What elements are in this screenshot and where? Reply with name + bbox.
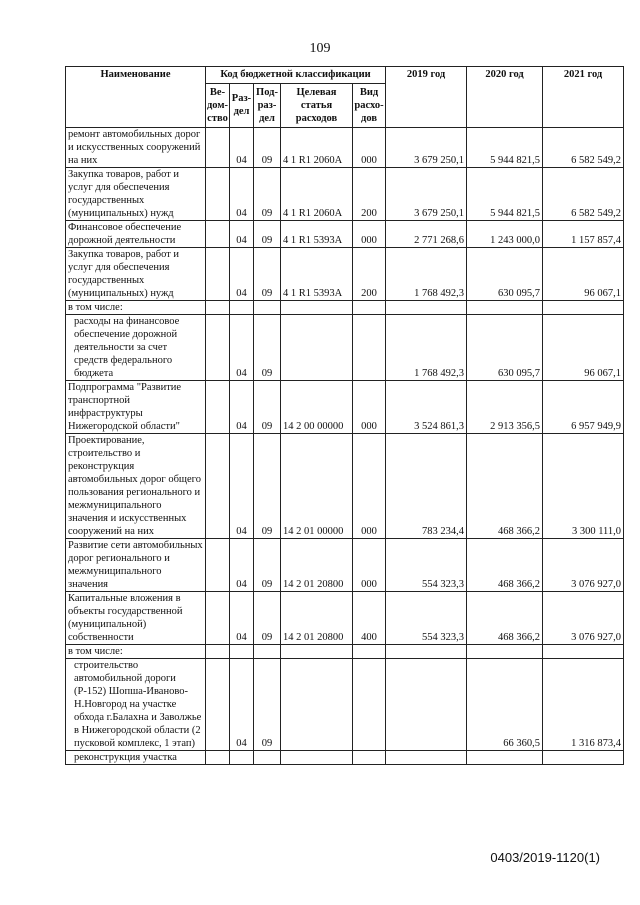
cell-2020: 66 360,5 <box>467 659 543 751</box>
header-department: Ве- дом- ство <box>206 84 230 128</box>
table-row <box>66 128 624 168</box>
cell-department <box>206 751 230 765</box>
cell-target: 14 2 00 00000 <box>281 381 353 434</box>
cell-2019: 3 679 250,1 <box>386 128 467 168</box>
cell-target: 4 1 R1 2060A <box>281 128 353 168</box>
cell-2020 <box>467 751 543 765</box>
header-year-2021: 2021 год <box>543 67 624 128</box>
cell-department <box>206 248 230 301</box>
cell-name: Развитие сети автомобильных дорог регионального и межмуниципального значения <box>66 539 206 592</box>
cell-2021: 3 076 927,0 <box>543 592 624 645</box>
cell-2020: 630 095,7 <box>467 315 543 381</box>
table-row <box>66 315 624 381</box>
table-row <box>66 592 624 645</box>
cell-2021: 6 582 549,2 <box>543 128 624 168</box>
cell-name: Закупка товаров, работ и услуг для обеспечения государственных (муниципальных) нужд <box>66 248 206 301</box>
cell-2019: 2 771 268,6 <box>386 221 467 248</box>
cell-2019 <box>386 301 467 315</box>
cell-section <box>230 645 254 659</box>
cell-department <box>206 434 230 539</box>
cell-name: в том числе: <box>66 301 206 315</box>
cell-section: 04 <box>230 659 254 751</box>
cell-2019: 554 323,3 <box>386 539 467 592</box>
cell-expense-type: 000 <box>353 434 386 539</box>
header-code-group: Код бюджетной классификации <box>206 67 386 84</box>
table-row <box>66 659 624 751</box>
cell-section: 04 <box>230 315 254 381</box>
cell-name: Подпрограмма "Развитие транспортной инфраструктуры Нижегородской области" <box>66 381 206 434</box>
table-row <box>66 645 624 659</box>
cell-department <box>206 128 230 168</box>
cell-name: расходы на финансовое обеспечение дорожной деятельности за счет средств федерального бюджета <box>66 315 206 381</box>
cell-department <box>206 659 230 751</box>
cell-subsection: 09 <box>254 381 281 434</box>
cell-expense-type: 000 <box>353 221 386 248</box>
cell-target <box>281 659 353 751</box>
cell-2020: 468 366,2 <box>467 592 543 645</box>
cell-target: 14 2 01 00000 <box>281 434 353 539</box>
cell-target: 4 1 R1 2060A <box>281 168 353 221</box>
cell-target: 4 1 R1 5393A <box>281 248 353 301</box>
cell-expense-type: 000 <box>353 381 386 434</box>
cell-subsection: 09 <box>254 592 281 645</box>
cell-subsection: 09 <box>254 221 281 248</box>
table-row <box>66 434 624 539</box>
cell-2019: 783 234,4 <box>386 434 467 539</box>
cell-department <box>206 315 230 381</box>
cell-expense-type: 400 <box>353 592 386 645</box>
cell-2021 <box>543 751 624 765</box>
cell-2019: 3 679 250,1 <box>386 168 467 221</box>
cell-2021: 1 316 873,4 <box>543 659 624 751</box>
table-row <box>66 168 624 221</box>
cell-section: 04 <box>230 381 254 434</box>
cell-target: 14 2 01 20800 <box>281 592 353 645</box>
cell-2019: 1 768 492,3 <box>386 248 467 301</box>
cell-expense-type <box>353 315 386 381</box>
cell-target <box>281 315 353 381</box>
cell-department <box>206 301 230 315</box>
cell-2020: 1 243 000,0 <box>467 221 543 248</box>
cell-target: 14 2 01 20800 <box>281 539 353 592</box>
cell-target <box>281 751 353 765</box>
cell-2019: 3 524 861,3 <box>386 381 467 434</box>
cell-expense-type: 000 <box>353 539 386 592</box>
cell-subsection <box>254 645 281 659</box>
cell-2020: 5 944 821,5 <box>467 168 543 221</box>
cell-subsection: 09 <box>254 315 281 381</box>
cell-expense-type: 000 <box>353 128 386 168</box>
cell-department <box>206 645 230 659</box>
cell-section: 04 <box>230 248 254 301</box>
cell-department <box>206 381 230 434</box>
table-row <box>66 221 624 248</box>
cell-2021: 1 157 857,4 <box>543 221 624 248</box>
table-body <box>66 128 624 765</box>
cell-name: Капитальные вложения в объекты государственной (муниципальной) собственности <box>66 592 206 645</box>
cell-section: 04 <box>230 592 254 645</box>
cell-subsection: 09 <box>254 539 281 592</box>
cell-expense-type: 200 <box>353 248 386 301</box>
cell-target <box>281 645 353 659</box>
cell-name: реконструкция участка <box>66 751 206 765</box>
cell-2020: 2 913 356,5 <box>467 381 543 434</box>
cell-name: строительство автомобильной дороги (Р-152) Шопша-Иваново-Н.Новгород на участке обхода г.Балахна и Заволжье в Нижегородской области (2 пусковой комплекс, 1 этап) <box>66 659 206 751</box>
cell-subsection: 09 <box>254 128 281 168</box>
header-name: Наименование <box>66 67 206 128</box>
header-target: Целевая статья расходов <box>281 84 353 128</box>
budget-table <box>65 66 624 765</box>
header-expense-type: Вид расхо- дов <box>353 84 386 128</box>
cell-section <box>230 301 254 315</box>
cell-2019: 1 768 492,3 <box>386 315 467 381</box>
cell-subsection: 09 <box>254 659 281 751</box>
page-number: 109 <box>309 41 331 56</box>
cell-department <box>206 168 230 221</box>
cell-target <box>281 301 353 315</box>
cell-expense-type <box>353 659 386 751</box>
table-row <box>66 301 624 315</box>
cell-department <box>206 592 230 645</box>
cell-2020 <box>467 301 543 315</box>
cell-2020: 630 095,7 <box>467 248 543 301</box>
header-subsection: Под- раз- дел <box>254 84 281 128</box>
cell-2021: 3 076 927,0 <box>543 539 624 592</box>
cell-name: Закупка товаров, работ и услуг для обеспечения государственных (муниципальных) нужд <box>66 168 206 221</box>
cell-2021: 3 300 111,0 <box>543 434 624 539</box>
document-code: 0403/2019-1120(1) <box>490 850 600 865</box>
table-row <box>66 381 624 434</box>
table-row <box>66 751 624 765</box>
cell-2021: 96 067,1 <box>543 315 624 381</box>
cell-name: Проектирование, строительство и реконструкция автомобильных дорог общего пользования регионального и межмуниципального значения и искусственных сооружений на них <box>66 434 206 539</box>
cell-2019 <box>386 659 467 751</box>
header-year-2019: 2019 год <box>386 67 467 128</box>
cell-section: 04 <box>230 128 254 168</box>
cell-section: 04 <box>230 539 254 592</box>
cell-expense-type <box>353 751 386 765</box>
cell-2019 <box>386 751 467 765</box>
cell-expense-type <box>353 301 386 315</box>
cell-name: в том числе: <box>66 645 206 659</box>
cell-subsection <box>254 301 281 315</box>
cell-subsection: 09 <box>254 168 281 221</box>
cell-name: Финансовое обеспечение дорожной деятельности <box>66 221 206 248</box>
cell-2020: 5 944 821,5 <box>467 128 543 168</box>
cell-section: 04 <box>230 221 254 248</box>
cell-2020: 468 366,2 <box>467 434 543 539</box>
cell-2020: 468 366,2 <box>467 539 543 592</box>
cell-2021 <box>543 301 624 315</box>
cell-subsection: 09 <box>254 434 281 539</box>
cell-2020 <box>467 645 543 659</box>
cell-subsection <box>254 751 281 765</box>
cell-department <box>206 221 230 248</box>
cell-2019: 554 323,3 <box>386 592 467 645</box>
cell-expense-type: 200 <box>353 168 386 221</box>
cell-section: 04 <box>230 434 254 539</box>
cell-2021: 6 957 949,9 <box>543 381 624 434</box>
header-year-2020: 2020 год <box>467 67 543 128</box>
cell-section: 04 <box>230 168 254 221</box>
cell-name: ремонт автомобильных дорог и искусственных сооружений на них <box>66 128 206 168</box>
table-row <box>66 539 624 592</box>
table-row <box>66 248 624 301</box>
cell-target: 4 1 R1 5393A <box>281 221 353 248</box>
cell-expense-type <box>353 645 386 659</box>
header-section: Раз- дел <box>230 84 254 128</box>
cell-section <box>230 751 254 765</box>
cell-2019 <box>386 645 467 659</box>
cell-department <box>206 539 230 592</box>
cell-2021 <box>543 645 624 659</box>
cell-2021: 6 582 549,2 <box>543 168 624 221</box>
cell-subsection: 09 <box>254 248 281 301</box>
cell-2021: 96 067,1 <box>543 248 624 301</box>
